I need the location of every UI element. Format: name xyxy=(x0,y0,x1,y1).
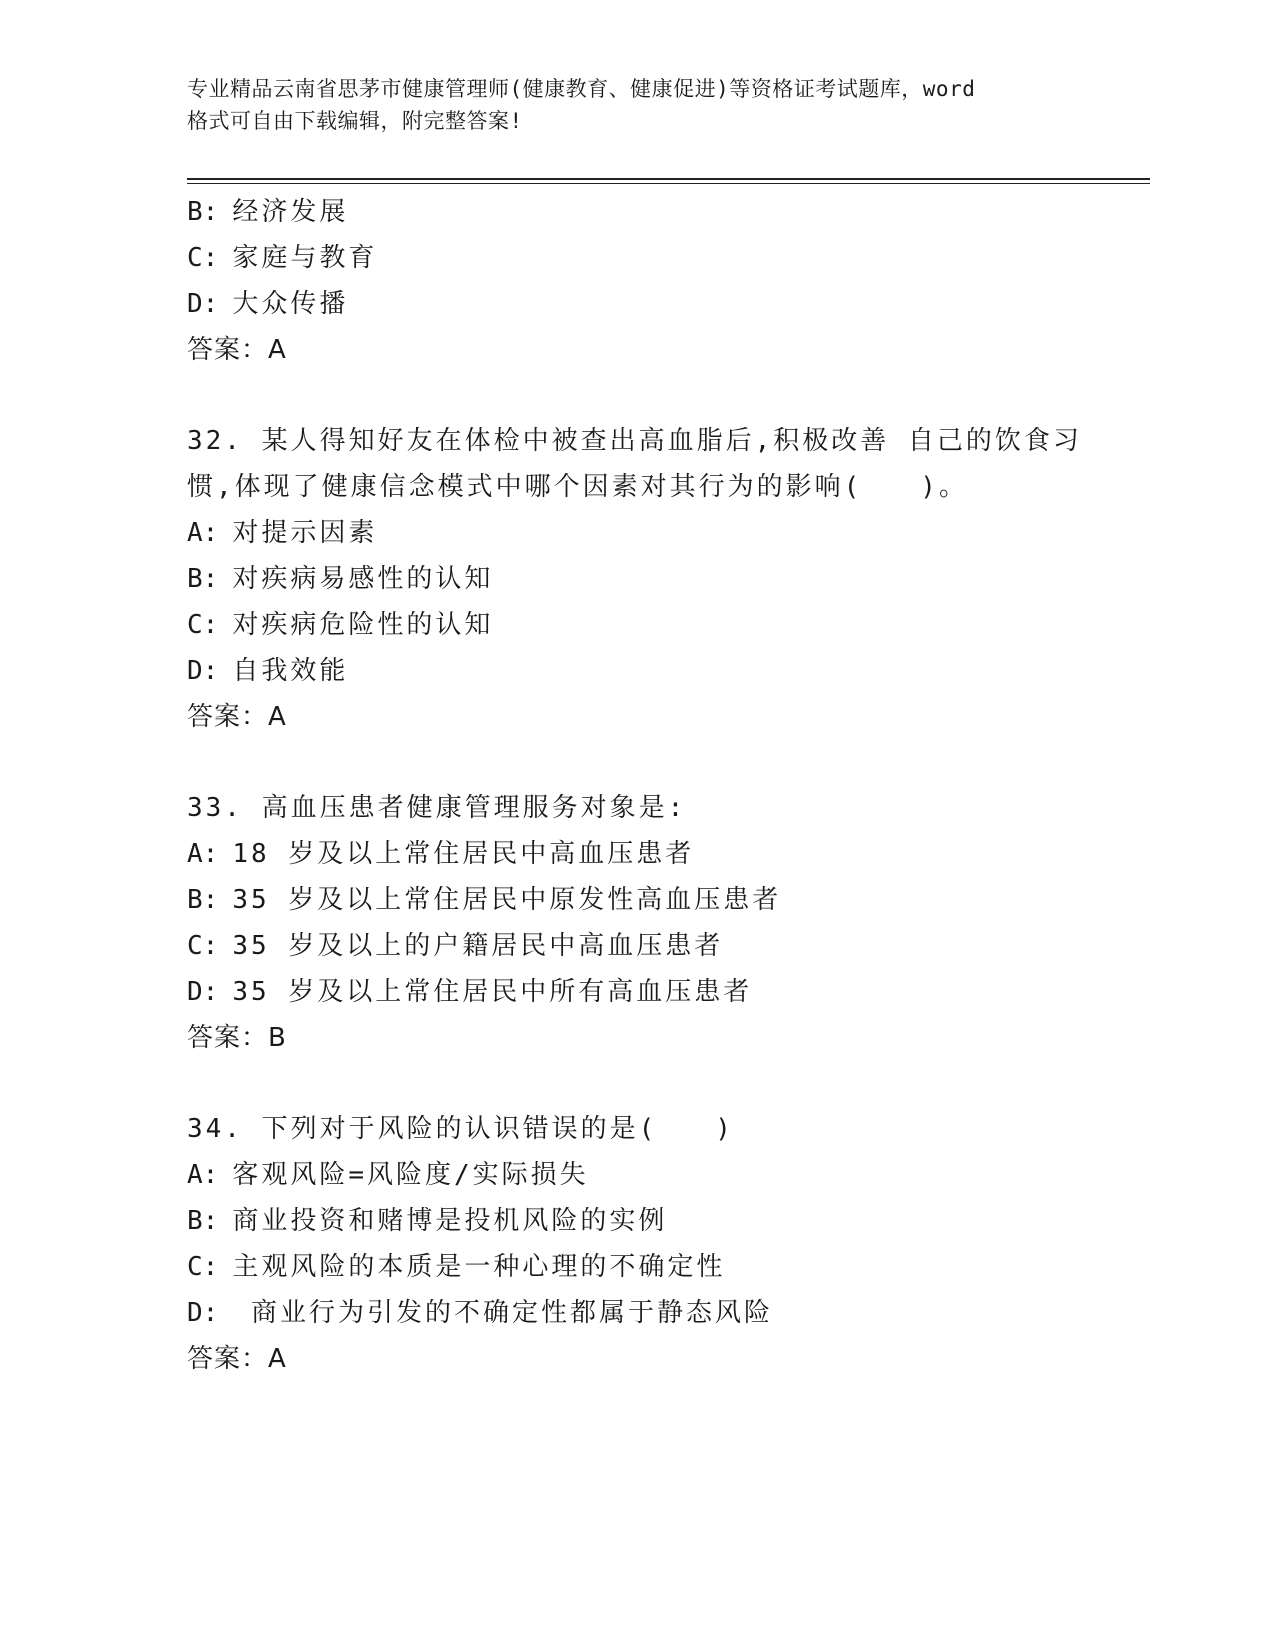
document-header xyxy=(187,73,1087,137)
option-item: B: 对疾病易感性的认知 xyxy=(187,564,494,594)
header-rule-thin xyxy=(187,183,1150,184)
answer-line: 答案：A xyxy=(187,1344,287,1374)
answer-line: 答案：A xyxy=(187,702,287,732)
option-item: B: 35 岁及以上常住居民中原发性高血压患者 xyxy=(187,885,782,915)
answer-line: 答案：B xyxy=(187,1023,287,1053)
question-34 xyxy=(187,1106,1137,1382)
option-item: D: 大众传播 xyxy=(187,289,349,319)
question-stem: 32. 某人得知好友在体检中被查出高血脂后,积极改善 自己的饮食习 xyxy=(187,426,1082,456)
option-item: C: 35 岁及以上的户籍居民中高血压患者 xyxy=(187,931,724,961)
option-item: C: 主观风险的本质是一种心理的不确定性 xyxy=(187,1252,726,1282)
option-item: C: 家庭与教育 xyxy=(187,243,378,273)
prev-question-block xyxy=(187,189,1137,373)
question-32 xyxy=(187,418,1137,740)
option-item: A: 18 岁及以上常住居民中高血压患者 xyxy=(187,839,695,869)
answer-line: 答案：A xyxy=(187,335,287,365)
option-item: D: 自我效能 xyxy=(187,656,349,686)
option-item: A: 客观风险=风险度/实际损失 xyxy=(187,1160,589,1190)
question-stem: 34. 下列对于风险的认识错误的是( ) xyxy=(187,1114,734,1144)
option-item: B: 商业投资和赌博是投机风险的实例 xyxy=(187,1206,668,1236)
header-line-1: 专业精品云南省思茅市健康管理师(健康教育、健康促进)等资格证考试题库，word xyxy=(187,77,976,101)
question-stem: 33. 高血压患者健康管理服务对象是: xyxy=(187,793,687,823)
question-33 xyxy=(187,785,1137,1061)
option-item: C: 对疾病危险性的认知 xyxy=(187,610,494,640)
option-item: D: 商业行为引发的不确定性都属于静态风险 xyxy=(187,1298,773,1328)
question-stem: 惯,体现了健康信念模式中哪个因素对其行为的影响( )。 xyxy=(187,472,968,502)
header-line-2: 格式可自由下载编辑，附完整答案! xyxy=(187,109,523,133)
option-item: A: 对提示因素 xyxy=(187,518,378,548)
header-rule-thick xyxy=(187,178,1150,180)
option-item: D: 35 岁及以上常住居民中所有高血压患者 xyxy=(187,977,753,1007)
option-item: B: 经济发展 xyxy=(187,197,349,227)
question-list xyxy=(187,189,1137,1382)
